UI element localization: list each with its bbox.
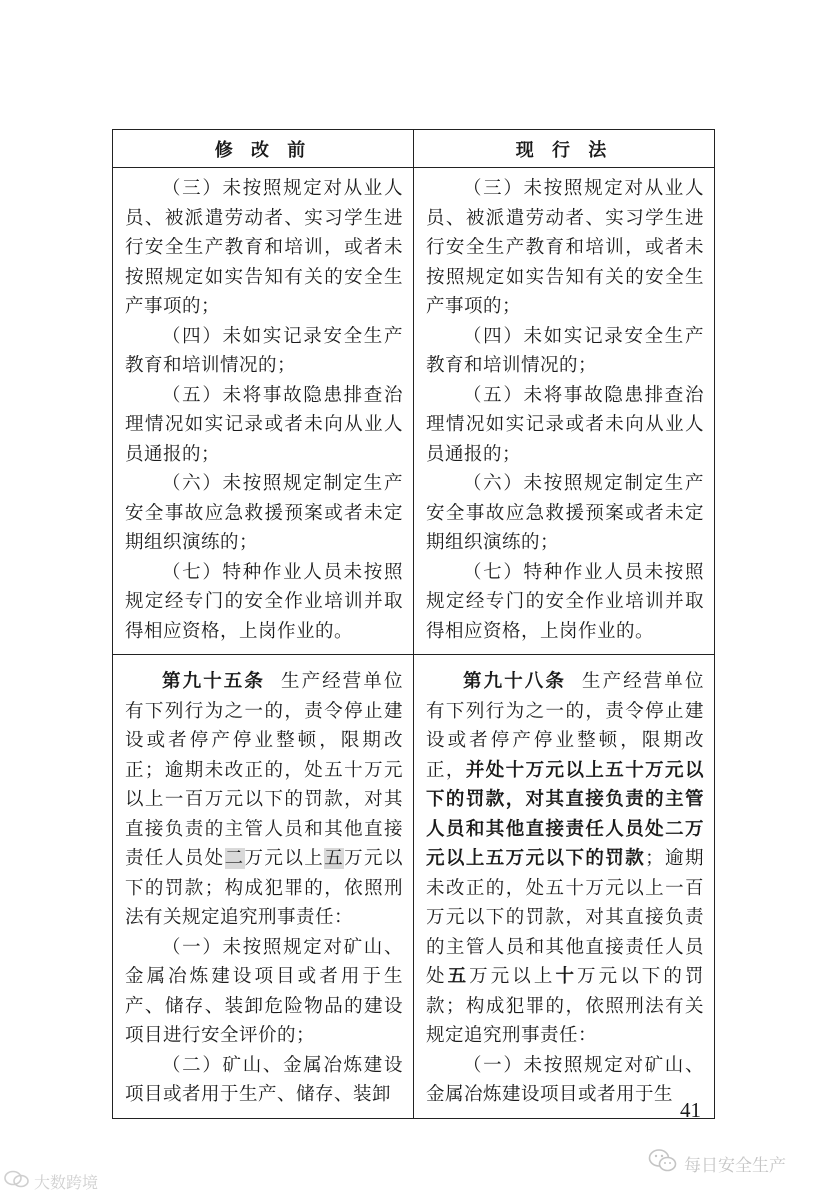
clause-7: （七）特种作业人员未按照规定经专门的安全作业培训并取得相应资格，上岗作业的。	[125, 561, 403, 642]
page-number: 41	[680, 1098, 701, 1122]
watermark-right	[648, 1148, 786, 1178]
clause-3: （三）未按照规定对从业人员、被派遣劳动者、实习学生进行安全生产教育和培训，或者未按照规定如实告知有关的安全生产事项的；	[426, 178, 704, 317]
clause-6: （六）未按照规定制定生产安全事故应急救援预案或者未定期组织演练的；	[125, 473, 403, 553]
clause-4: （四）未如实记录安全生产教育和培训情况的；	[125, 325, 403, 376]
clause-6: （六）未按照规定制定生产安全事故应急救援预案或者未定期组织演练的；	[426, 473, 704, 553]
article-paragraph	[426, 667, 704, 1051]
cell-current-items	[414, 168, 715, 655]
table-row	[113, 168, 715, 655]
header-before: 修 改 前	[113, 130, 414, 168]
clause-2: （二）矿山、金属冶炼建设项目或者用于生产、储存、装卸	[125, 1054, 403, 1105]
clause-1: （一）未按照规定对矿山、金属冶炼建设项目或者用于生产、储存、装卸危险物品的建设项目进行安全评价的；	[125, 936, 403, 1046]
amended-text: 十	[555, 966, 578, 987]
cell-before-article	[113, 655, 414, 1119]
article-text: 万元以上	[469, 966, 556, 987]
cell-current-article	[414, 655, 715, 1119]
clause-7: （七）特种作业人员未按照规定经专门的安全作业培训并取得相应资格，上岗作业的。	[426, 561, 704, 642]
article-text: ；逾期未改正的，处五十万元以上一百万元以下的罚款，对其直接负责的主管人员和其他直接责任人员处	[426, 848, 704, 987]
wechat-logo-icon	[4, 1170, 30, 1193]
cell-before-items	[113, 168, 414, 655]
table-row	[113, 655, 715, 1119]
watermark-left	[4, 1169, 98, 1193]
article-number: 第九十五条	[162, 671, 265, 692]
highlighted-text: 二	[224, 848, 245, 869]
header-row	[113, 130, 715, 168]
watermark-right-text: 每日安全生产	[684, 1155, 786, 1176]
article-number: 第九十八条	[463, 671, 566, 692]
watermark-left-text: 大数跨境	[34, 1174, 99, 1192]
amended-text: 并处十万元以上五十万元以下的罚款，对其直接负责的主管人员和其他直接责任人员处二万元以上五万元以下的罚款	[426, 759, 704, 869]
clause-1: （一）未按照规定对矿山、金属冶炼建设项目或者用于生	[426, 1054, 704, 1105]
article-text: 万元以下的罚款；构成犯罪的，依照刑法有关规定追究刑事责任：	[125, 848, 403, 928]
header-current: 现 行 法	[414, 130, 715, 168]
wechat-chat-icon	[648, 1148, 678, 1179]
article-text: 生产经营单位有下列行为之一的，责令停止建设或者停产停业整顿，限期改正；逾期未改正的，处五十万元以上一百万元以下的罚款，对其直接负责的主管人员和其他直接责任人员处	[125, 671, 403, 869]
article-paragraph	[125, 667, 403, 933]
clause-4: （四）未如实记录安全生产教育和培训情况的；	[426, 325, 704, 376]
amended-text: 五	[447, 966, 470, 987]
clause-5: （五）未将事故隐患排查治理情况如实记录或者未向从业人员通报的；	[125, 384, 403, 465]
clause-5: （五）未将事故隐患排查治理情况如实记录或者未向从业人员通报的；	[426, 384, 704, 465]
clause-3: （三）未按照规定对从业人员、被派遣劳动者、实习学生进行安全生产教育和培训，或者未按照规定如实告知有关的安全生产事项的；	[125, 178, 403, 317]
highlighted-text: 五	[324, 848, 345, 869]
comparison-table	[112, 129, 715, 1119]
article-text: 万元以下的罚款；构成犯罪的，依照刑法有关规定追究刑事责任：	[426, 966, 704, 1046]
article-text: 万元以上	[244, 848, 325, 869]
article-text: 生产经营单位有下列行为之一的，责令停止建设或者停产停业整顿，限期改正，	[426, 671, 704, 781]
